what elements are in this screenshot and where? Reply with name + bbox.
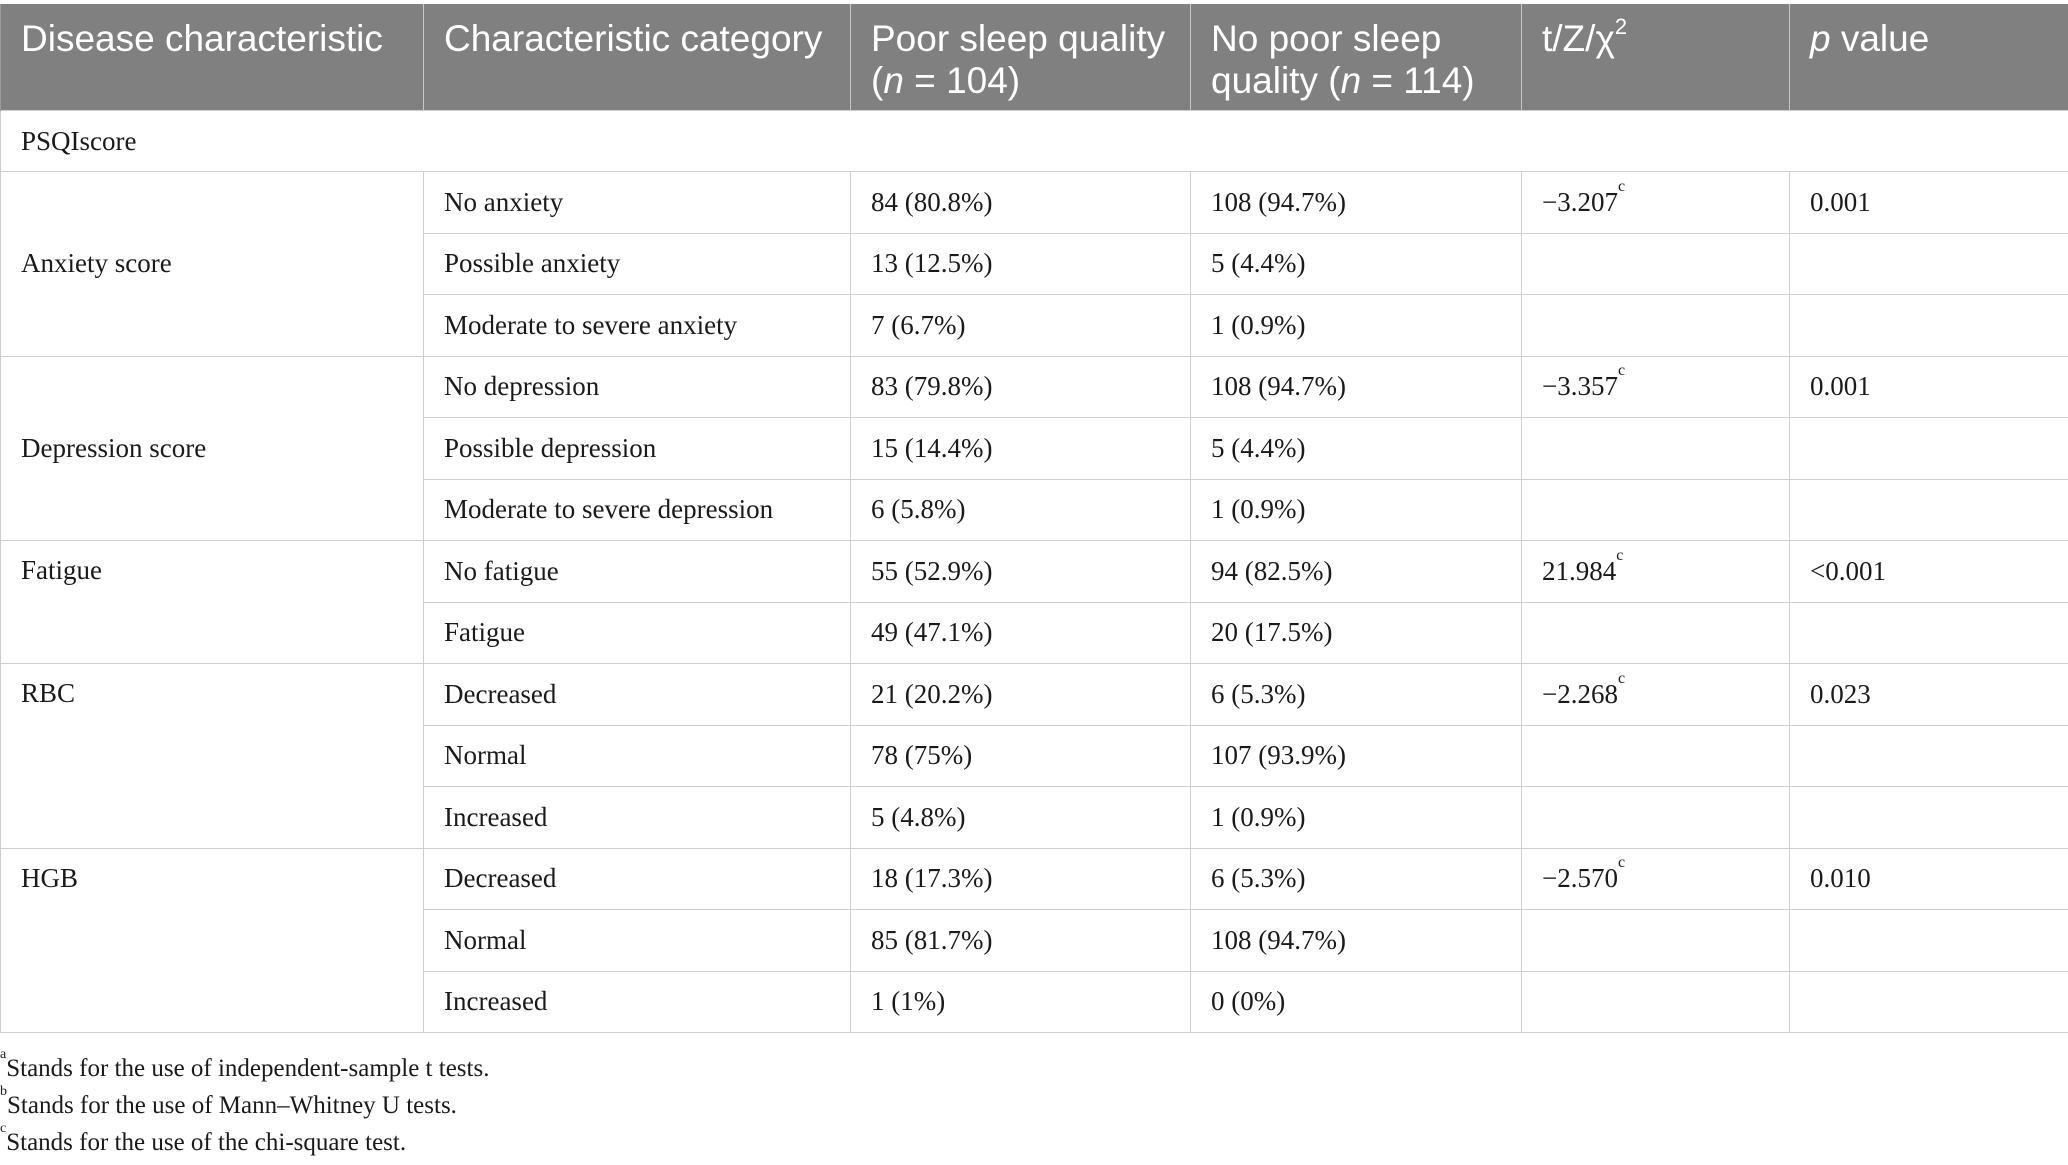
poor-cell: 1 (1%) xyxy=(851,971,1191,1033)
p-cell xyxy=(1790,910,2068,972)
poor-cell: 15 (14.4%) xyxy=(851,418,1191,480)
p-cell xyxy=(1790,725,2068,787)
p-cell xyxy=(1790,295,2068,357)
stat-cell xyxy=(1522,295,1790,357)
header-no-poor-sleep-quality: No poor sleep quality (n = 114) xyxy=(1191,4,1522,111)
poor-cell: 55 (52.9%) xyxy=(851,541,1191,603)
p-cell: <0.001 xyxy=(1790,541,2068,603)
stat-cell xyxy=(1522,971,1790,1033)
characteristic-cell: Anxiety score xyxy=(1,172,424,357)
p-cell xyxy=(1790,787,2068,849)
p-cell xyxy=(1790,418,2068,480)
results-table xyxy=(0,4,2068,1033)
stat-cell: −2.570$^c$ xyxy=(1522,848,1790,910)
poor-cell: 84 (80.8%) xyxy=(851,172,1191,234)
p-cell xyxy=(1790,971,2068,1033)
p-cell xyxy=(1790,479,2068,541)
stat-cell: −3.207$^c$ xyxy=(1522,172,1790,234)
p-cell xyxy=(1790,233,2068,295)
stat-cell xyxy=(1522,233,1790,295)
header-p-value: p value xyxy=(1790,4,2068,111)
no-poor-cell: 0 (0%) xyxy=(1191,971,1522,1033)
poor-cell: 83 (79.8%) xyxy=(851,356,1191,418)
category-cell: Increased xyxy=(424,971,851,1033)
table-row xyxy=(1,356,2068,418)
p-cell xyxy=(1790,602,2068,664)
category-cell: Possible anxiety xyxy=(424,233,851,295)
stat-cell xyxy=(1522,602,1790,664)
category-cell: Normal xyxy=(424,910,851,972)
stat-cell xyxy=(1522,479,1790,541)
footnote-b: $^b$Stands for the use of Mann–Whitney U tests. xyxy=(0,1083,457,1119)
category-cell: No depression xyxy=(424,356,851,418)
characteristic-cell: RBC xyxy=(1,664,424,849)
header-disease-characteristic: Disease characteristic xyxy=(1,4,424,111)
stat-cell: −2.268$^c$ xyxy=(1522,664,1790,726)
footnote-a: $^a$Stands for the use of independent-sample t tests. xyxy=(0,1046,490,1082)
no-poor-cell: 1 (0.9%) xyxy=(1191,787,1522,849)
category-cell: Fatigue xyxy=(424,602,851,664)
poor-cell: 18 (17.3%) xyxy=(851,848,1191,910)
poor-cell: 6 (5.8%) xyxy=(851,479,1191,541)
no-poor-cell: 6 (5.3%) xyxy=(1191,664,1522,726)
footnotes xyxy=(0,1046,490,1161)
table-header xyxy=(1,4,2068,111)
poor-cell: 21 (20.2%) xyxy=(851,664,1191,726)
characteristic-cell: HGB xyxy=(1,848,424,1033)
no-poor-cell: 107 (93.9%) xyxy=(1191,725,1522,787)
p-cell: 0.001 xyxy=(1790,356,2068,418)
header-characteristic-category: Characteristic category xyxy=(424,4,851,111)
no-poor-cell: 1 (0.9%) xyxy=(1191,479,1522,541)
poor-cell: 7 (6.7%) xyxy=(851,295,1191,357)
poor-cell: 78 (75%) xyxy=(851,725,1191,787)
no-poor-cell: 5 (4.4%) xyxy=(1191,233,1522,295)
no-poor-cell: 108 (94.7%) xyxy=(1191,356,1522,418)
category-cell: Decreased xyxy=(424,848,851,910)
table-row xyxy=(1,172,2068,234)
stat-cell: 21.984$^c$ xyxy=(1522,541,1790,603)
no-poor-cell: 1 (0.9%) xyxy=(1191,295,1522,357)
p-cell: 0.010 xyxy=(1790,848,2068,910)
p-cell: 0.001 xyxy=(1790,172,2068,234)
poor-cell: 49 (47.1%) xyxy=(851,602,1191,664)
category-cell: Moderate to severe depression xyxy=(424,479,851,541)
no-poor-cell: 20 (17.5%) xyxy=(1191,602,1522,664)
header-poor-sleep-quality: Poor sleep quality (n = 104) xyxy=(851,4,1191,111)
stat-cell xyxy=(1522,725,1790,787)
category-cell: Possible depression xyxy=(424,418,851,480)
section-row xyxy=(1,111,2068,172)
category-cell: Decreased xyxy=(424,664,851,726)
characteristic-cell: Depression score xyxy=(1,356,424,541)
stat-cell xyxy=(1522,418,1790,480)
no-poor-cell: 5 (4.4%) xyxy=(1191,418,1522,480)
poor-cell: 85 (81.7%) xyxy=(851,910,1191,972)
category-cell: Moderate to severe anxiety xyxy=(424,295,851,357)
characteristic-cell: Fatigue xyxy=(1,541,424,664)
section-label: PSQIscore xyxy=(1,111,2068,172)
category-cell: No anxiety xyxy=(424,172,851,234)
p-cell: 0.023 xyxy=(1790,664,2068,726)
poor-cell: 13 (12.5%) xyxy=(851,233,1191,295)
stat-cell xyxy=(1522,787,1790,849)
footnote-c: $^c$Stands for the use of the chi-square test. xyxy=(0,1120,407,1156)
stat-cell: −3.357$^c$ xyxy=(1522,356,1790,418)
category-cell: Increased xyxy=(424,787,851,849)
no-poor-cell: 6 (5.3%) xyxy=(1191,848,1522,910)
stat-cell xyxy=(1522,910,1790,972)
no-poor-cell: 108 (94.7%) xyxy=(1191,910,1522,972)
category-cell: Normal xyxy=(424,725,851,787)
table-row xyxy=(1,541,2068,603)
header-test-statistic: $t/Z/\chi^2$ xyxy=(1522,4,1790,111)
poor-cell: 5 (4.8%) xyxy=(851,787,1191,849)
category-cell: No fatigue xyxy=(424,541,851,603)
table-row xyxy=(1,664,2068,726)
table-row xyxy=(1,848,2068,910)
no-poor-cell: 108 (94.7%) xyxy=(1191,172,1522,234)
no-poor-cell: 94 (82.5%) xyxy=(1191,541,1522,603)
